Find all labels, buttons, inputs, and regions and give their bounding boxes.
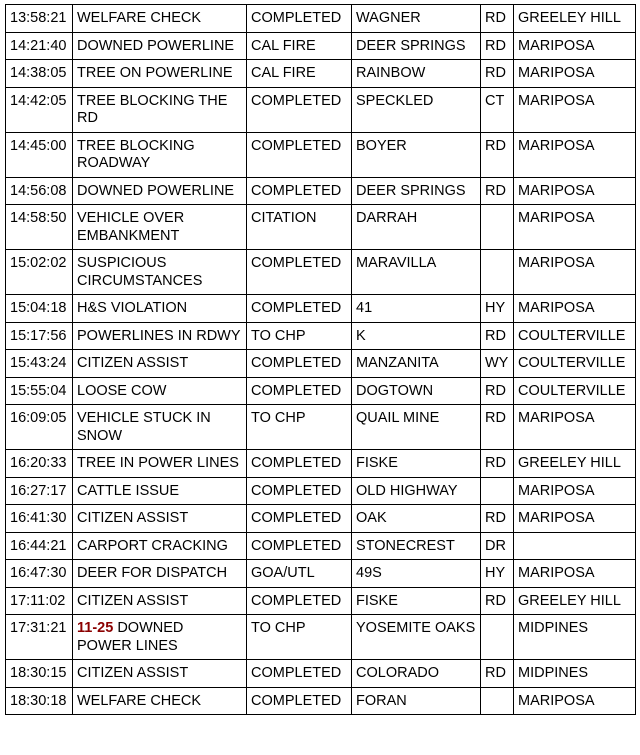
disposition-cell: COMPLETED (247, 587, 352, 615)
table-row (6, 132, 636, 177)
call-time-cell: 15:02:02 (6, 250, 73, 295)
street-suffix-cell (481, 615, 514, 660)
city-cell: GREELEY HILL (514, 450, 636, 478)
call-time-cell: 15:04:18 (6, 295, 73, 323)
street-suffix-cell: CT (481, 87, 514, 132)
table-row (6, 687, 636, 715)
table-row (6, 405, 636, 450)
call-log-body (6, 5, 636, 715)
table-row (6, 322, 636, 350)
call-type-cell: CATTLE ISSUE (73, 477, 247, 505)
table-row (6, 505, 636, 533)
city-cell: MARIPOSA (514, 205, 636, 250)
disposition-cell: COMPLETED (247, 177, 352, 205)
call-type-cell: TREE IN POWER LINES (73, 450, 247, 478)
call-time-cell: 14:21:40 (6, 32, 73, 60)
street-cell: FISKE (352, 450, 481, 478)
call-time-cell: 17:11:02 (6, 587, 73, 615)
table-row (6, 32, 636, 60)
disposition-cell: COMPLETED (247, 660, 352, 688)
call-time-cell: 14:45:00 (6, 132, 73, 177)
call-type-cell: VEHICLE STUCK IN SNOW (73, 405, 247, 450)
call-type-cell: SUSPICIOUS CIRCUMSTANCES (73, 250, 247, 295)
street-cell: RAINBOW (352, 60, 481, 88)
disposition-cell: COMPLETED (247, 87, 352, 132)
call-time-cell: 15:55:04 (6, 377, 73, 405)
call-time-cell: 16:09:05 (6, 405, 73, 450)
table-row (6, 660, 636, 688)
disposition-cell: TO CHP (247, 615, 352, 660)
city-cell: MARIPOSA (514, 405, 636, 450)
street-suffix-cell: RD (481, 322, 514, 350)
street-suffix-cell: DR (481, 532, 514, 560)
street-suffix-cell: RD (481, 587, 514, 615)
call-time-cell: 14:56:08 (6, 177, 73, 205)
disposition-cell: COMPLETED (247, 532, 352, 560)
disposition-cell: COMPLETED (247, 132, 352, 177)
disposition-cell: COMPLETED (247, 350, 352, 378)
street-suffix-cell: RD (481, 132, 514, 177)
street-cell: MARAVILLA (352, 250, 481, 295)
table-row (6, 60, 636, 88)
table-row (6, 615, 636, 660)
disposition-cell: GOA/UTL (247, 560, 352, 588)
street-cell: DOGTOWN (352, 377, 481, 405)
call-type-text: DOWNED POWER LINES (77, 620, 184, 654)
call-time-cell: 16:41:30 (6, 505, 73, 533)
street-cell: STONECREST (352, 532, 481, 560)
street-cell: 41 (352, 295, 481, 323)
street-cell: OAK (352, 505, 481, 533)
table-row (6, 450, 636, 478)
city-cell: MARIPOSA (514, 60, 636, 88)
street-cell: 49S (352, 560, 481, 588)
street-suffix-cell: HY (481, 560, 514, 588)
disposition-cell: TO CHP (247, 322, 352, 350)
city-cell: MARIPOSA (514, 560, 636, 588)
call-type-cell: CITIZEN ASSIST (73, 660, 247, 688)
street-suffix-cell: RD (481, 60, 514, 88)
city-cell: MARIPOSA (514, 295, 636, 323)
street-cell: K (352, 322, 481, 350)
call-type-cell: WELFARE CHECK (73, 687, 247, 715)
call-time-cell: 16:44:21 (6, 532, 73, 560)
disposition-cell: COMPLETED (247, 477, 352, 505)
table-row (6, 5, 636, 33)
city-cell: MARIPOSA (514, 505, 636, 533)
city-cell: MIDPINES (514, 660, 636, 688)
street-cell: YOSEMITE OAKS (352, 615, 481, 660)
table-row (6, 177, 636, 205)
call-type-cell: TREE BLOCKING ROADWAY (73, 132, 247, 177)
disposition-cell: CITATION (247, 205, 352, 250)
call-type-cell: TREE BLOCKING THE RD (73, 87, 247, 132)
street-cell: FORAN (352, 687, 481, 715)
call-type-cell: CARPORT CRACKING (73, 532, 247, 560)
disposition-cell: COMPLETED (247, 505, 352, 533)
disposition-cell: TO CHP (247, 405, 352, 450)
call-time-cell: 17:31:21 (6, 615, 73, 660)
street-suffix-cell: RD (481, 405, 514, 450)
city-cell: COULTERVILLE (514, 322, 636, 350)
city-cell: MARIPOSA (514, 132, 636, 177)
city-cell: MARIPOSA (514, 177, 636, 205)
city-cell: COULTERVILLE (514, 377, 636, 405)
street-cell: DEER SPRINGS (352, 177, 481, 205)
street-suffix-cell: WY (481, 350, 514, 378)
disposition-cell: CAL FIRE (247, 32, 352, 60)
street-cell: BOYER (352, 132, 481, 177)
street-suffix-cell: RD (481, 377, 514, 405)
call-time-cell: 14:58:50 (6, 205, 73, 250)
call-type-cell: POWERLINES IN RDWY (73, 322, 247, 350)
call-time-cell: 16:27:17 (6, 477, 73, 505)
call-time-cell: 16:47:30 (6, 560, 73, 588)
disposition-cell: COMPLETED (247, 687, 352, 715)
city-cell: MARIPOSA (514, 477, 636, 505)
street-cell: SPECKLED (352, 87, 481, 132)
call-time-cell: 18:30:18 (6, 687, 73, 715)
street-suffix-cell: RD (481, 660, 514, 688)
disposition-cell: COMPLETED (247, 450, 352, 478)
disposition-cell: CAL FIRE (247, 60, 352, 88)
city-cell: GREELEY HILL (514, 5, 636, 33)
table-row (6, 532, 636, 560)
table-row (6, 295, 636, 323)
street-suffix-cell: HY (481, 295, 514, 323)
call-type-cell: VEHICLE OVER EMBANKMENT (73, 205, 247, 250)
call-type-cell: LOOSE COW (73, 377, 247, 405)
table-row (6, 477, 636, 505)
call-type-cell: CITIZEN ASSIST (73, 350, 247, 378)
street-suffix-cell (481, 687, 514, 715)
table-row (6, 250, 636, 295)
call-time-cell: 18:30:15 (6, 660, 73, 688)
street-cell: DARRAH (352, 205, 481, 250)
call-type-cell: CITIZEN ASSIST (73, 505, 247, 533)
street-suffix-cell (481, 477, 514, 505)
table-row (6, 350, 636, 378)
call-type-cell (73, 615, 247, 660)
call-type-cell: DEER FOR DISPATCH (73, 560, 247, 588)
city-cell: MIDPINES (514, 615, 636, 660)
street-cell: MANZANITA (352, 350, 481, 378)
table-row (6, 205, 636, 250)
city-cell: MARIPOSA (514, 87, 636, 132)
call-time-cell: 16:20:33 (6, 450, 73, 478)
street-cell: WAGNER (352, 5, 481, 33)
call-time-cell: 14:42:05 (6, 87, 73, 132)
call-time-cell: 13:58:21 (6, 5, 73, 33)
city-cell: MARIPOSA (514, 250, 636, 295)
street-suffix-cell: RD (481, 177, 514, 205)
call-time-cell: 15:17:56 (6, 322, 73, 350)
call-type-cell: H&S VIOLATION (73, 295, 247, 323)
street-cell: DEER SPRINGS (352, 32, 481, 60)
city-cell: GREELEY HILL (514, 587, 636, 615)
table-row (6, 560, 636, 588)
table-row (6, 87, 636, 132)
street-suffix-cell: RD (481, 450, 514, 478)
call-type-cell: CITIZEN ASSIST (73, 587, 247, 615)
table-row (6, 377, 636, 405)
call-type-cell: WELFARE CHECK (73, 5, 247, 33)
call-type-cell: TREE ON POWERLINE (73, 60, 247, 88)
call-time-cell: 15:43:24 (6, 350, 73, 378)
disposition-cell: COMPLETED (247, 250, 352, 295)
street-suffix-cell: RD (481, 5, 514, 33)
disposition-cell: COMPLETED (247, 5, 352, 33)
street-suffix-cell: RD (481, 32, 514, 60)
call-time-cell: 14:38:05 (6, 60, 73, 88)
city-cell (514, 532, 636, 560)
city-cell: MARIPOSA (514, 687, 636, 715)
street-suffix-cell (481, 205, 514, 250)
city-cell: COULTERVILLE (514, 350, 636, 378)
city-cell: MARIPOSA (514, 32, 636, 60)
disposition-cell: COMPLETED (247, 295, 352, 323)
call-type-cell: DOWNED POWERLINE (73, 177, 247, 205)
case-number: 11-25 (77, 620, 114, 636)
call-type-cell: DOWNED POWERLINE (73, 32, 247, 60)
street-cell: COLORADO (352, 660, 481, 688)
table-row (6, 587, 636, 615)
disposition-cell: COMPLETED (247, 377, 352, 405)
street-suffix-cell (481, 250, 514, 295)
street-suffix-cell: RD (481, 505, 514, 533)
street-cell: FISKE (352, 587, 481, 615)
call-log-table (5, 4, 636, 715)
street-cell: OLD HIGHWAY (352, 477, 481, 505)
street-cell: QUAIL MINE (352, 405, 481, 450)
